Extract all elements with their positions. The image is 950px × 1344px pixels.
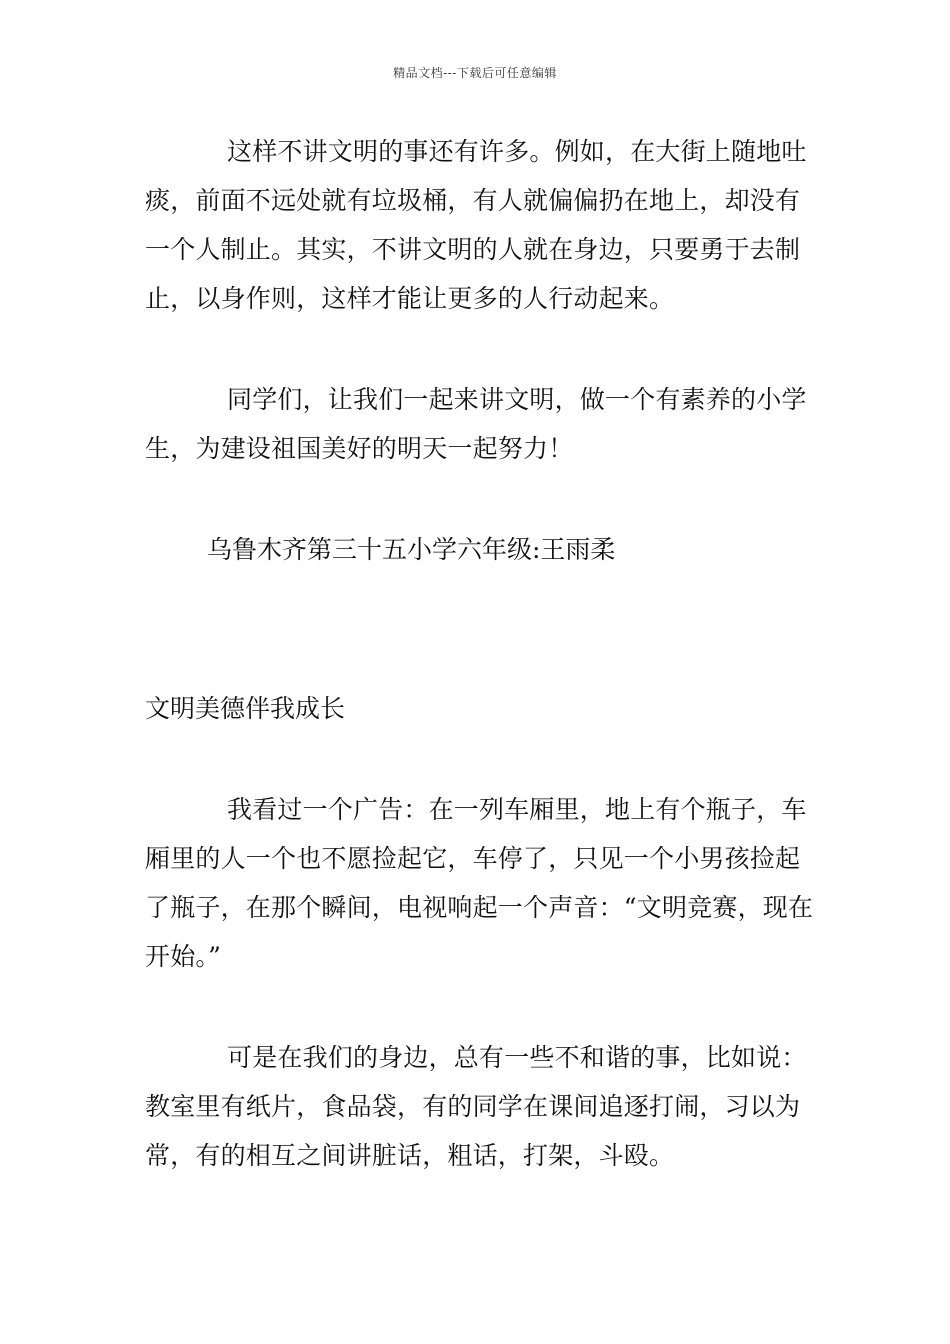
spacer — [145, 473, 815, 525]
spacer — [145, 323, 815, 375]
paragraph-3: 我看过一个广告：在一列车厢里，地上有个瓶子，车厢里的人一个也不愿捡起它，车停了，只见一个小男孩捡起了瓶子，在那个瞬间，电视响起一个声音：“文明竞赛，现在开始。” — [145, 795, 814, 971]
author-signature: 乌鲁木齐第三十五小学六年级:王雨柔 — [207, 535, 616, 564]
paragraph-1: 这样不讲文明的事还有许多。例如，在大街上随地吐痰，前面不远处就有垃圾桶，有人就偏偏扔在地上，却没有一个人制止。其实，不讲文明的人就在身边，只要勇于去制止，以身作则，这样才能让更多的人行动起来。 — [145, 137, 807, 313]
spacer — [145, 574, 815, 684]
document-body — [145, 127, 815, 1180]
page-header: 精品文档---下载后可任意编辑 — [393, 66, 557, 80]
paragraph-2: 同学们，让我们一起来讲文明，做一个有素养的小学生，为建设祖国美好的明天一起努力！ — [145, 385, 807, 463]
spacer — [145, 981, 815, 1033]
paragraph-4: 可是在我们的身边，总有一些不和谐的事，比如说：教室里有纸片，食品袋，有的同学在课间追逐打闹，习以为常，有的相互之间讲脏话，粗话，打架，斗殴。 — [145, 1043, 807, 1170]
essay-title: 文明美德伴我成长 — [145, 694, 346, 723]
spacer — [145, 733, 815, 785]
